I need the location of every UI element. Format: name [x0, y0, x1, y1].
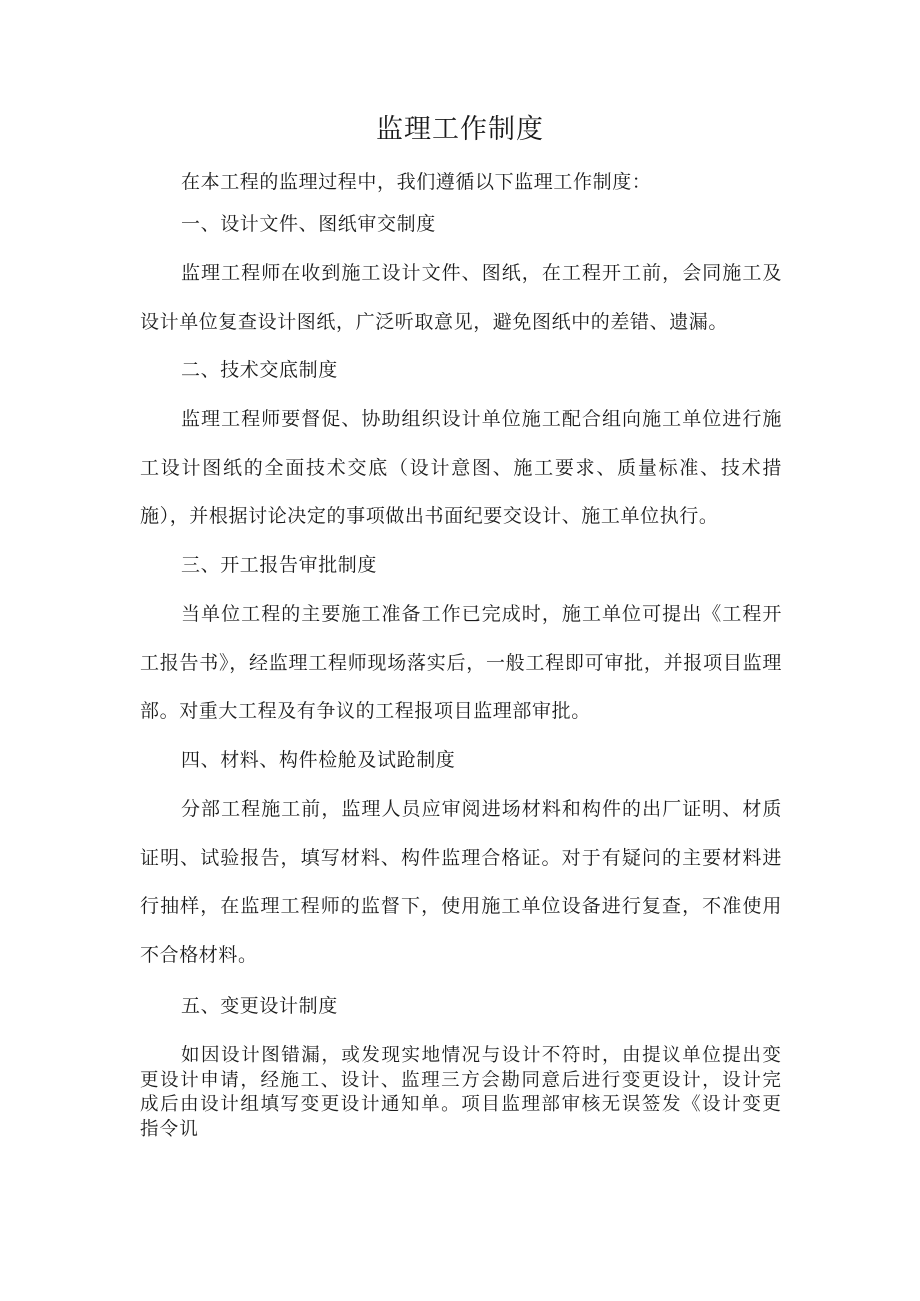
- section-5-heading: 五、变更设计制度: [181, 995, 338, 1017]
- section-1-body: 监理工程师在收到施工设计文件、图纸，在工程开工前，会同施工及设计单位复查设计图纸，广泛听取意见，避免图纸中的差错、遗漏。: [140, 262, 782, 333]
- section-1-heading: 一、设计文件、图纸审交制度: [181, 213, 436, 235]
- intro-paragraph: 在本工程的监理过程中，我们遵循以下监理工作制度：: [181, 171, 652, 193]
- section-3-heading: 三、开工报告审批制度: [181, 554, 378, 576]
- section-2-heading: 二、技术交底制度: [181, 359, 338, 381]
- section-4-heading: 四、材料、构件检舱及试跄制度: [181, 749, 456, 771]
- section-4-body: 分部工程施工前，监理人员应审阅进场材料和构件的出厂证明、材质证明、试验报告，填写材料、构件监理合格证。对于有疑问的主要材料进行抽样，在监理工程师的监督下，使用施工单位设备进行复查，不准使用不合格材料。: [140, 798, 782, 966]
- section-3-body: 当单位工程的主要施工准备工作已完成时，施工单位可提出《工程开工报告书》，经监理工程师现场落实后，一般工程即可审批，并报项目监理部。对重大工程及有争议的工程报项目监理部审批。: [140, 603, 782, 722]
- section-2-body: 监理工程师要督促、协助组织设计单位施工配合组向施工单位进行施工设计图纸的全面技术交底（设计意图、施工要求、质量标准、技术措施），并根据讨论决定的事项做出书面纪要交设计、施工单位执行。: [140, 408, 782, 527]
- page-title: 监理工作制度: [376, 114, 544, 145]
- section-5-body: 如因设计图错漏，或发现实地情况与设计不符时，由提议单位提出变更设计申请，经施工、设计、监理三方会勘同意后进行变更设计，设计完成后由设计组填写变更设计通知单。项目监理部审核无误签发《设计变更指令讥: [140, 1045, 782, 1140]
